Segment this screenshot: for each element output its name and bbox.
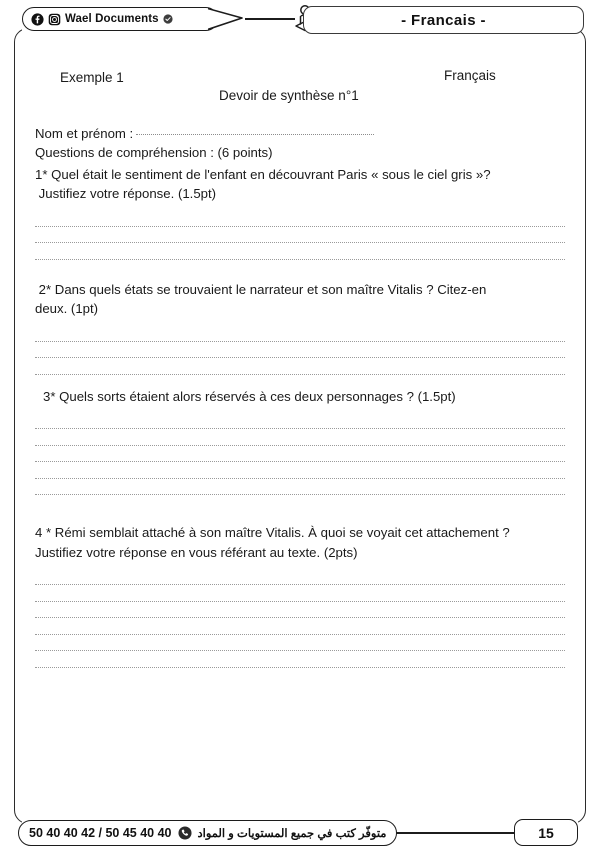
- worksheet-content: [35, 124, 565, 668]
- answer-line[interactable]: [35, 342, 565, 359]
- brand-label: Wael Documents: [65, 13, 159, 25]
- answer-line[interactable]: [35, 446, 565, 463]
- instagram-icon[interactable]: [48, 13, 61, 26]
- answer-line[interactable]: [35, 358, 565, 375]
- answer-line[interactable]: [35, 635, 565, 652]
- answer-line[interactable]: [35, 243, 565, 260]
- answer-line[interactable]: [35, 462, 565, 479]
- student-name-row: [35, 124, 565, 143]
- question-2-subtext: deux. (1pt): [35, 300, 99, 316]
- header-connector-line: [245, 18, 295, 20]
- verified-badge-icon: [163, 14, 173, 24]
- student-name-label: Nom et prénom :: [35, 126, 134, 141]
- question-4-answer-area[interactable]: [35, 569, 565, 668]
- question-2-text: 2* Dans quels états se trouvaient le narrateur et son maître Vitalis ? Citez-en: [35, 281, 487, 297]
- meta-exemple: Exemple 1: [60, 70, 124, 85]
- answer-line[interactable]: [35, 618, 565, 635]
- answer-line[interactable]: [35, 210, 565, 227]
- question-block-1: [35, 165, 565, 260]
- answer-line[interactable]: [35, 569, 565, 586]
- question-3-answer-area[interactable]: [35, 413, 565, 496]
- document-body: [14, 28, 586, 824]
- student-name-input[interactable]: [136, 134, 374, 135]
- footer-contact-pill: [18, 820, 397, 846]
- question-block-4: [35, 523, 565, 668]
- answer-line[interactable]: [35, 227, 565, 244]
- facebook-icon[interactable]: [31, 13, 44, 26]
- question-2-answer-area[interactable]: [35, 325, 565, 375]
- page-number-badge: [514, 819, 578, 846]
- question-3-text: 3* Quels sorts étaient alors réservés à ces deux personnages ? (1.5pt): [43, 388, 456, 404]
- question-1-text: 1* Quel était le sentiment de l'enfant en découvrant Paris « sous le ciel gris »?: [35, 166, 491, 182]
- question-block-3: [35, 387, 565, 496]
- page-number: 15: [538, 824, 554, 841]
- spacer: [35, 260, 565, 278]
- question-4-text: 4 * Rémi semblait attaché à son maître Vitalis. À quoi se voyait cet attachement ?: [35, 525, 510, 541]
- question-1-subtext: Justifiez votre réponse. (1.5pt): [35, 185, 217, 201]
- answer-line[interactable]: [35, 651, 565, 668]
- answer-line[interactable]: [35, 413, 565, 430]
- comprehension-section-title: Questions de compréhension : (6 points): [35, 145, 273, 161]
- document-meta-row: [14, 28, 586, 103]
- meta-devoir-title: Devoir de synthèse n°1: [219, 88, 359, 103]
- page-title: - Francais -: [401, 11, 486, 29]
- footer-phone-numbers: 50 40 40 42 / 50 45 40 40: [29, 826, 172, 840]
- spacer: [35, 495, 565, 521]
- question-1-answer-area[interactable]: [35, 210, 565, 260]
- phone-icon[interactable]: [178, 826, 192, 840]
- answer-line[interactable]: [35, 602, 565, 619]
- question-block-2: [35, 280, 565, 375]
- answer-line[interactable]: [35, 325, 565, 342]
- footer-arabic-text: متوفّر كتب في جميع المستويات و المواد: [197, 828, 387, 840]
- answer-line[interactable]: [35, 479, 565, 496]
- question-4-subtext: Justifiez votre réponse en vous référant au texte. (2pts): [35, 544, 358, 560]
- spacer: [35, 375, 565, 385]
- meta-subject: Français: [444, 68, 496, 83]
- answer-line[interactable]: [35, 429, 565, 446]
- answer-line[interactable]: [35, 585, 565, 602]
